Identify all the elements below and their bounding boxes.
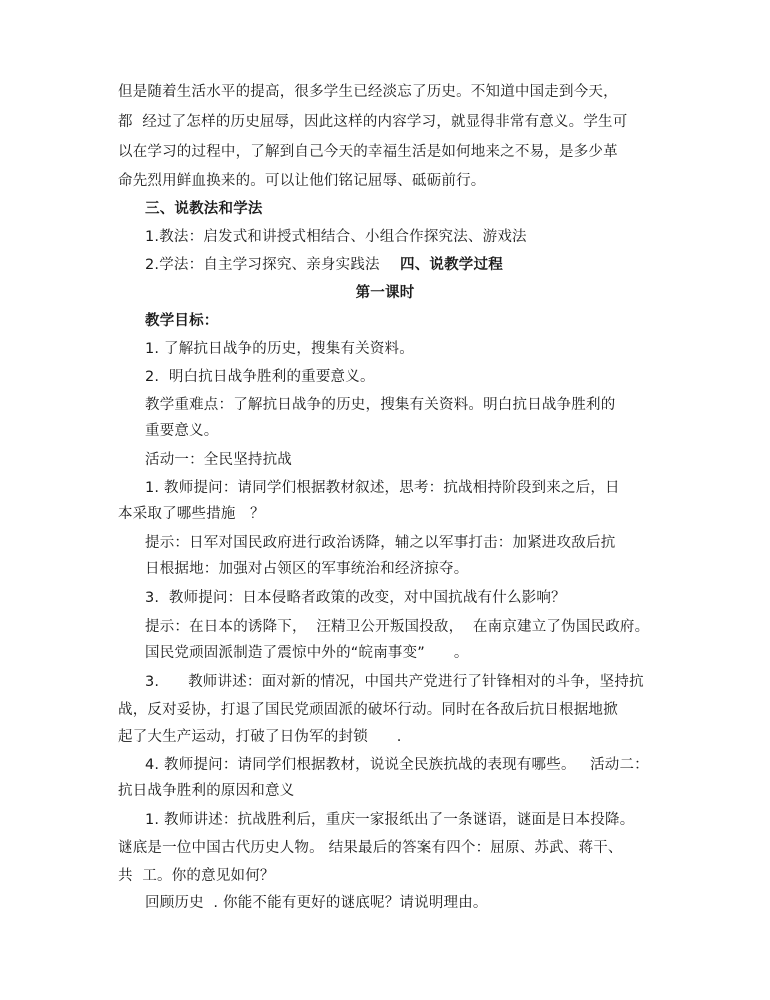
- teaching-method-line: 1.教法：启发式和讲授式相结合、小组合作探究法、游戏法: [145, 229, 527, 245]
- paragraph-line: 但是随着生活水平的提高，很多学生已经淡忘了历史。不知道中国走到今天，: [118, 84, 618, 100]
- hint-line: 提示：在日本的诱降下， 汪精卫公开叛国投敌， 在南京建立了伪国民政府。: [145, 619, 650, 635]
- question-line: 3. 教师提问：日本侵略者政策的改变，对中国抗战有什么影响？: [145, 590, 566, 606]
- question-line: 本采取了哪些措施 ？: [118, 506, 265, 522]
- narration-line: 1. 教师讲述：抗战胜利后，重庆一家报纸出了一条谜语，谜面是日本投降。: [145, 812, 635, 828]
- paragraph-line: 命先烈用鲜血换来的。可以让他们铭记屈辱、砥砺前行。: [118, 173, 486, 189]
- narration-line: 战，反对妥协，打退了国民党顽固派的破坏行动。同时在各敌后抗日根据地掀: [118, 702, 618, 718]
- question-line: 4. 教师提问：请同学们根据教材，说说全民族抗战的表现有哪些。 活动二：: [145, 757, 649, 773]
- narration-line: 共 工。你的意见如何？: [118, 868, 275, 884]
- objective-item: 1. 了解抗日战争的历史，搜集有关资料。: [145, 341, 414, 357]
- lesson-title: 第一课时: [355, 285, 415, 301]
- narration-line: 谜底是一位中国古代历史人物。 结果最后的答案有四个：屈原、苏武、蒋干、: [118, 840, 623, 856]
- key-points-line: 教学重难点：了解抗日战争的历史，搜集有关资料。明白抗日战争胜利的: [145, 397, 616, 413]
- paragraph-line: 都 经过了怎样的历史屈辱，因此这样的内容学习，就显得非常有意义。学生可: [118, 114, 628, 130]
- objective-item: 2. 明白抗日战争胜利的重要意义。: [145, 369, 375, 385]
- narration-line: 起了大生产运动，打破了日伪军的封锁 .: [118, 729, 402, 745]
- narration-line: 3. 教师讲述：面对新的情况，中国共产党进行了针锋相对的斗争，坚持抗: [145, 674, 644, 690]
- section-heading-methods: 三、说教法和学法: [145, 201, 263, 217]
- paragraph-line: 以在学习的过程中，了解到自己今天的幸福生活是如何地来之不易，是多少革: [118, 144, 618, 160]
- hint-line: 国民党顽固派制造了震惊中外的“皖南事变” 。: [145, 645, 469, 661]
- key-points-line: 重要意义。: [145, 423, 219, 439]
- activity-heading: 活动一：全民坚持抗战: [145, 452, 292, 468]
- closing-question-line: 回顾历史 . 你能不能有更好的谜底呢？请说明理由。: [145, 895, 488, 911]
- question-line: 1. 教师提问：请同学们根据教材叙述，思考：抗战相持阶段到来之后，日: [145, 480, 620, 496]
- learning-method-line: 2.学法：自主学习探究、亲身实践法: [145, 257, 380, 273]
- hint-line: 提示：日军对国民政府进行政治诱降，辅之以军事打击：加紧进攻敌后抗: [145, 535, 616, 551]
- hint-line: 日根据地：加强对占领区的军事统治和经济掠夺。: [145, 561, 469, 577]
- section-heading-process: 四、说教学过程: [400, 257, 503, 273]
- objectives-heading: 教学目标：: [145, 313, 219, 329]
- activity-heading: 抗日战争胜利的原因和意义: [118, 783, 295, 799]
